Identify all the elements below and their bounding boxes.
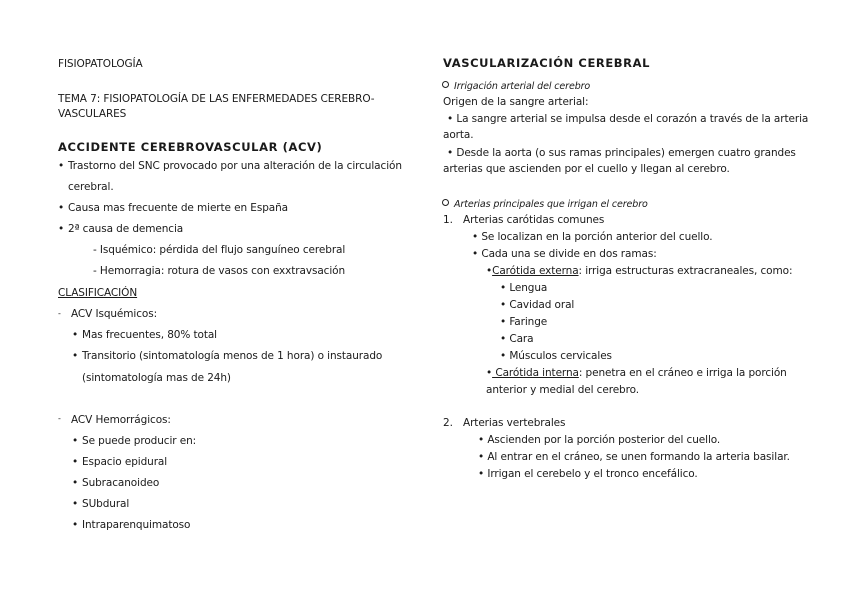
- externa-cara: • Cara: [500, 333, 534, 345]
- hemorragicos-puede: • Se puede producir en:: [82, 435, 196, 448]
- irrigacion-subheading: Irrigación arterial del cerebro: [454, 81, 591, 92]
- acv-isquemicos-title: ACV Isquémicos:: [71, 308, 158, 320]
- acv-demencia: • 2ª causa de demencia: [68, 223, 183, 236]
- impulsa-line1: • La sangre arterial se impulsa desde el corazón a través de la arteria: [447, 113, 809, 125]
- externa-lengua: • Lengua: [500, 282, 548, 294]
- externa-musculos: • Músculos cervicales: [500, 350, 612, 362]
- arterias-principales-subheading: Arterias principales que irrigan el cerebro: [454, 199, 648, 210]
- carotidas-title: Arterias carótidas comunes: [463, 214, 605, 226]
- carotida-externa-line: [486, 265, 792, 278]
- vertebrales-entrar: • Al entrar en el cráneo, se unen formando la arteria basilar.: [478, 451, 790, 463]
- hemorragia-definition: - Hemorragia: rotura de vasos con exxtravsación: [93, 265, 346, 277]
- carotidas-localizan: • Se localizan en la porción anterior del cuello.: [472, 231, 713, 243]
- origen-line: Origen de la sangre arterial:: [443, 96, 589, 108]
- externa-faringe: • Faringe: [500, 316, 548, 328]
- circle-bullet-icon: [442, 199, 449, 206]
- isquemicos-frecuentes: • Mas frecuentes, 80% total: [82, 329, 217, 342]
- vertebrales-ascienden: • Ascienden por la porción posterior del cuello.: [478, 434, 721, 446]
- isquemicos-transitorio-line2: (sintomatología mas de 24h): [82, 372, 231, 384]
- vertebrales-title: Arterias vertebrales: [463, 417, 566, 429]
- acv-definition-line2: cerebral.: [68, 181, 114, 193]
- acv-causa: • Causa mas frecuente de mierte en España: [68, 202, 288, 215]
- tema-title-line1: TEMA 7: FISIOPATOLOGÍA DE LAS ENFERMEDADES CEREBRO-: [58, 93, 375, 105]
- acv-definition-line1: • Trastorno del SNC provocado por una alteración de la circulación: [68, 160, 402, 173]
- impulsa-line2: aorta.: [443, 129, 474, 141]
- carotida-interna-line2: anterior y medial del cerebro.: [486, 384, 639, 396]
- hemorragicos-epidural: • Espacio epidural: [82, 456, 167, 469]
- hemorragicos-intraparenquimatoso: • Intraparenquimatoso: [82, 519, 190, 532]
- subject-title: FISIOPATOLOGÍA: [58, 58, 143, 70]
- externa-cavidad: • Cavidad oral: [500, 299, 575, 311]
- carotida-externa-bullet: •: [486, 265, 493, 277]
- carotida-interna-bullet: •: [486, 367, 493, 379]
- desde-line1: • Desde la aorta (o sus ramas principales) emergen cuatro grandes: [447, 147, 796, 159]
- circle-bullet-icon: [442, 81, 449, 88]
- carotidas-divide: • Cada una se divide en dos ramas:: [472, 248, 657, 260]
- carotida-externa-text: : irriga estructuras extracraneales, como:: [578, 265, 793, 277]
- vascularizacion-heading: VASCULARIZACIÓN CEREBRAL: [443, 56, 651, 70]
- desde-line2: arterias que ascienden por el cuello y llegan al cerebro.: [443, 163, 730, 175]
- list-number-1: 1.: [443, 214, 453, 226]
- list-number-2: 2.: [443, 417, 453, 429]
- acv-hemorragicos-title: ACV Hemorrágicos:: [71, 414, 171, 426]
- carotida-externa-label: Carótida externa: [492, 265, 579, 277]
- carotida-interna-text: : penetra en el cráneo e irriga la porción: [578, 367, 787, 379]
- carotida-interna-label: Carótida interna: [492, 367, 579, 379]
- hemorragicos-subdural: • SUbdural: [82, 498, 129, 511]
- dash-marker: -: [58, 309, 61, 318]
- acv-heading: ACCIDENTE CEREBROVASCULAR (ACV): [58, 140, 323, 154]
- carotida-interna-line: [486, 367, 787, 380]
- isquemico-definition: - Isquémico: pérdida del flujo sanguíneo cerebral: [93, 244, 346, 256]
- dash-marker: -: [58, 414, 61, 423]
- vertebrales-irrigan: • Irrigan el cerebelo y el tronco encefálico.: [478, 468, 698, 480]
- clasificacion-heading: CLASIFICACIÓN: [58, 287, 138, 299]
- isquemicos-transitorio-line1: • Transitorio (sintomatología menos de 1 hora) o instaurado: [82, 350, 382, 363]
- hemorragicos-subaracnoideo: • Subracanoideo: [82, 477, 159, 490]
- tema-title-line2: VASCULARES: [58, 108, 127, 120]
